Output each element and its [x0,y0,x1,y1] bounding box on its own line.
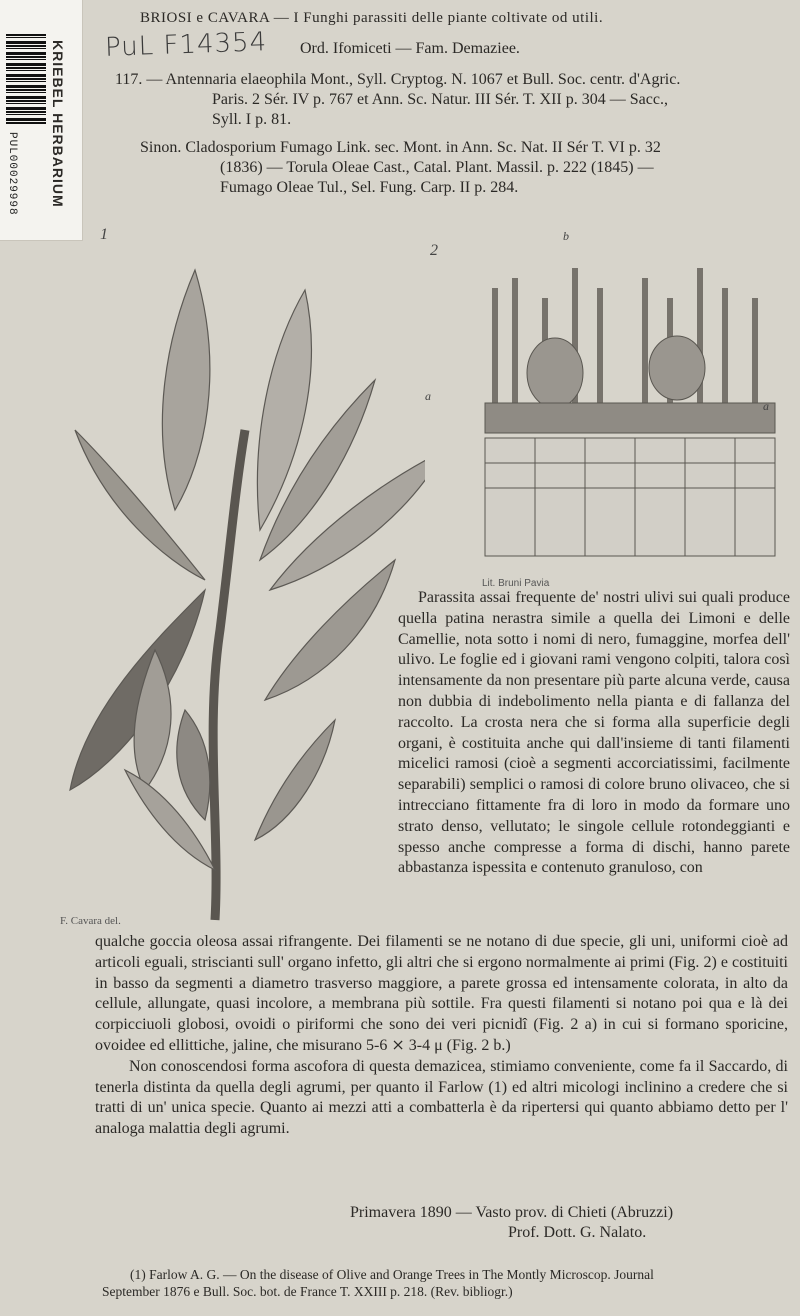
description-paragraph-2: Non conoscendosi forma ascofora di questa demazicea, stimiamo conveniente, come fa il Saccardo, di tenerla distinta da quella degli agrumi, per quanto il Farlow (1) ed altri micologi inclinino a credere che si tratti di un' unica specie. Quanto ai mezzi atti a combatterla è da ripertersi qui quanto abbiamo detto per l' analoga malattia degli agrumi. [95,1057,788,1138]
label-a-right: a [763,399,769,413]
synonyms-line-3: Fumago Oleae Tul., Sel. Fung. Carp. II p. 284. [220,179,519,196]
description-continuation: qualche goccia oleosa assai rifrangente. Dei filamenti se ne notano di due specie, gli uni, uniformi cioè ad articoli eguali, striscianti sull' organo infetto, gli altri che si ergono normalmente ai primi (Fig. 2) e costituiti in basso da segmenti a diametro trasverso maggiore, a parete grossa ed intensamente colorata, in alto da cellule, allungate, quasi incolore, a membrana più sottile. Fra questi filamenti si notano poi qua e là dei corpicciuoli globosi, ovoidi o piriformi che sono dei veri picnidî (Fig. 2 a) in cui si formano sporicine, ovoidee ed ellittiche, jaline, che misurano 5-6 ⨯ 3-4 μ (Fig. 2 b.) [95,933,788,1054]
footnote [102,1266,790,1300]
figure-2-number: 2 [430,242,438,259]
barcode [6,34,46,124]
description-paragraph-1: Parassita assai frequente de' nostri ulivi sui quali produce quella patina nerastra simile a quella dei Limoni e delle Camellie, nota sotto i nomi di nero, fumaggine, morfea dell' ulivo. Le foglie ed i giovani rami vengono colpiti, talora così intensamente da non presentare più parte alcuna verde, causa non dubbia di indebolimento nella pianta e di fallanza del raccolto. La crosta nera che si forma alla superficie degli organi, è costituita anche qui dall'insieme di tanti filamenti micelici ramosi (cioè a segmenti accorciatissimi, facilmente separabili) semplici o ramosi di colore bruno olivaceo, che si intrecciano fittamente fra di loro in modo da formare uno strato denso, vellutato; le singole cellule rotondeggianti e spesso anche compresse a forma di dischi, hanno parete abbastanza ispessita e contenuto granuloso, con [398,589,790,877]
label-b: b [563,229,569,243]
footnote-line-2: September 1876 e Bull. Soc. bot. de France T. XXIII p. 218. (Rev. bibliogr.) [102,1284,513,1299]
description-right-column [398,588,790,879]
synonyms-line-2: (1836) — Torula Oleae Cast., Catal. Plant. Massil. p. 222 (1845) — [220,159,654,176]
artist-credit: F. Cavara del. [60,915,121,927]
series-title: BRIOSI e CAVARA — I Funghi parassiti delle piante coltivate od utili. [140,10,604,26]
specimen-id: PUL00029998 [6,132,18,216]
entry-line-2: Paris. 2 Sér. IV p. 767 et Ann. Sc. Natur. III Sér. T. XII p. 304 — Sacc., [212,91,668,108]
entry-line-1: 117. — Antennaria elaeophila Mont., Syll. Cryptog. N. 1067 et Bull. Soc. centr. d'Agric. [115,71,681,88]
label-a-left: a [425,389,431,403]
synonyms-line-1: Sinon. Cladosporium Fumago Link. sec. Mont. in Ann. Sc. Nat. II Sér T. VI p. 32 [140,139,661,156]
collection-locality: Primavera 1890 — Vasto prov. di Chieti (Abruzzi) [350,1204,674,1221]
collector-name: Prof. Dott. G. Nalato. [508,1224,647,1241]
herbarium-name: KRIEBEL HERBARIUM [50,40,66,208]
order-family-line: Ord. Ifomiceti — Fam. Demaziee. [300,40,520,57]
footnote-line-1: (1) Farlow A. G. — On the disease of Olive and Orange Trees in The Montly Microscop. Journal [130,1267,654,1282]
entry-line-3: Syll. I p. 81. [212,111,292,128]
olive-branch-illustration [55,230,425,930]
lithographer-credit: Lit. Bruni Pavia [482,578,550,589]
description-full-width [95,932,788,1140]
handwritten-accession: PuL F14354 [104,27,268,63]
figure-1-number: 1 [100,226,108,243]
microscopic-section-illustration [415,228,785,588]
synonyms-block [140,138,800,198]
species-entry [115,70,795,130]
